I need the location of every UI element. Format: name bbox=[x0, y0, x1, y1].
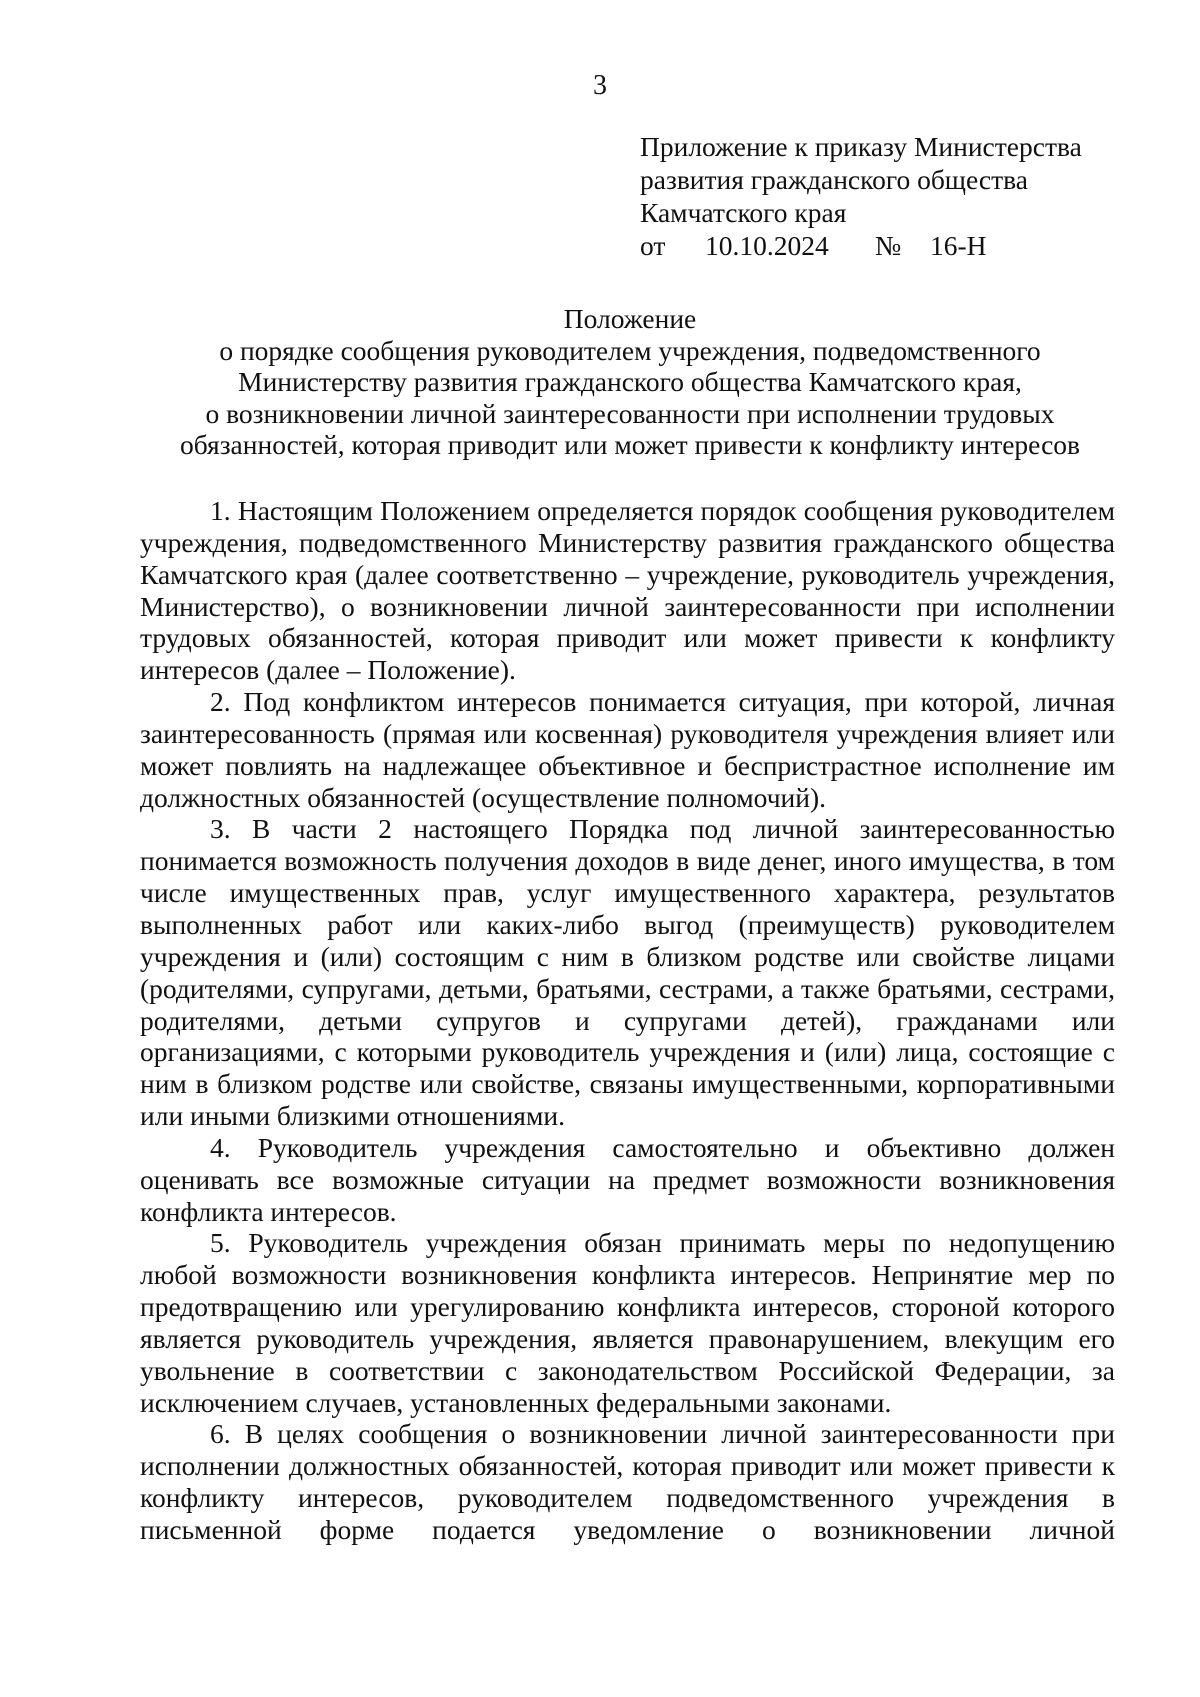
title-line: о порядке сообщения руководителем учреждения, подведомственного bbox=[219, 334, 1041, 366]
page-number: 3 bbox=[593, 70, 607, 101]
paragraph-2: 2. Под конфликтом интересов понимается ситуация, при которой, личная заинтересованность (прямая или косвенная) руководителя учреждения влияет или может повлиять на надлежащее объективное и беспристрастное исполнение им должностных обязанностей (осуществление полномочий). bbox=[140, 686, 1115, 813]
paragraph-4: 4. Руководитель учреждения самостоятельно и объективно должен оценивать все возможные ситуации на предмет возможности возникновения конфликта интересов. bbox=[140, 1131, 1115, 1227]
order-date: 10.10.2024 bbox=[705, 230, 829, 261]
order-from-label: от bbox=[640, 230, 666, 261]
document-body bbox=[140, 495, 1115, 1546]
title-line: Положение bbox=[563, 303, 697, 334]
paragraph-5: 5. Руководитель учреждения обязан принимать меры по недопущению любой возможности возникновения конфликта интересов. Непринятие мер по предотвращению или урегулированию конфликта интересов, стороной которого является руководитель учреждения, является правонарушением, влекущим его увольнение в соответствии с законодательством Российской Федерации, за исключением случаев, установленных федеральными законами. bbox=[140, 1227, 1115, 1418]
document-title bbox=[140, 303, 1120, 461]
appendix-line: развития гражданского общества bbox=[640, 164, 1028, 195]
order-reference bbox=[640, 229, 1120, 262]
paragraph-3: 3. В части 2 настоящего Порядка под личной заинтересованностью понимается возможность получения доходов в виде денег, иного имущества, в том числе имущественных прав, услуг имущественного характера, результатов выполненных работ или каких-либо выгод (преимуществ) руководителем учреждения и (или) состоящим с ним в близком родстве или свойстве лицами (родителями, супругами, детьми, братьями, сестрами, а также братьями, сестрами, родителями, детьми супругов и супругами детей), гражданами или организациями, с которыми руководитель учреждения и (или) лица, состоящие с ним в близком родстве или свойстве, связаны имущественными, корпоративными или иными близкими отношениями. bbox=[140, 813, 1115, 1132]
paragraph-1: 1. Настоящим Положением определяется порядок сообщения руководителем учреждения, подведомственного Министерству развития гражданского общества Камчатского края (далее соответственно – учреждение, руководитель учреждения, Министерство), о возникновении личной заинтересованности при исполнении трудовых обязанностей, которая приводит или может привести к конфликту интересов (далее – Положение). bbox=[140, 495, 1115, 686]
appendix-line: Приложение к приказу Министерства bbox=[640, 131, 1082, 162]
title-line: Министерству развития гражданского общества Камчатского края, bbox=[238, 366, 1022, 397]
paragraph-6: 6. В целях сообщения о возникновении личной заинтересованности при исполнении должностных обязанностей, которая приводит или может привести к конфликту интересов, руководителем подведомственного учреждения в письменной форме подается уведомление о возникновении личной bbox=[140, 1418, 1115, 1545]
title-line: о возникновении личной заинтересованности при исполнении трудовых bbox=[205, 397, 1055, 429]
title-line: обязанностей, которая приводит или может привести к конфликту интересов bbox=[179, 429, 1081, 460]
appendix-line: Камчатского края bbox=[640, 197, 847, 228]
order-number-sign: № bbox=[875, 230, 902, 261]
order-number: 16-Н bbox=[930, 230, 987, 261]
appendix-header bbox=[640, 130, 1120, 262]
